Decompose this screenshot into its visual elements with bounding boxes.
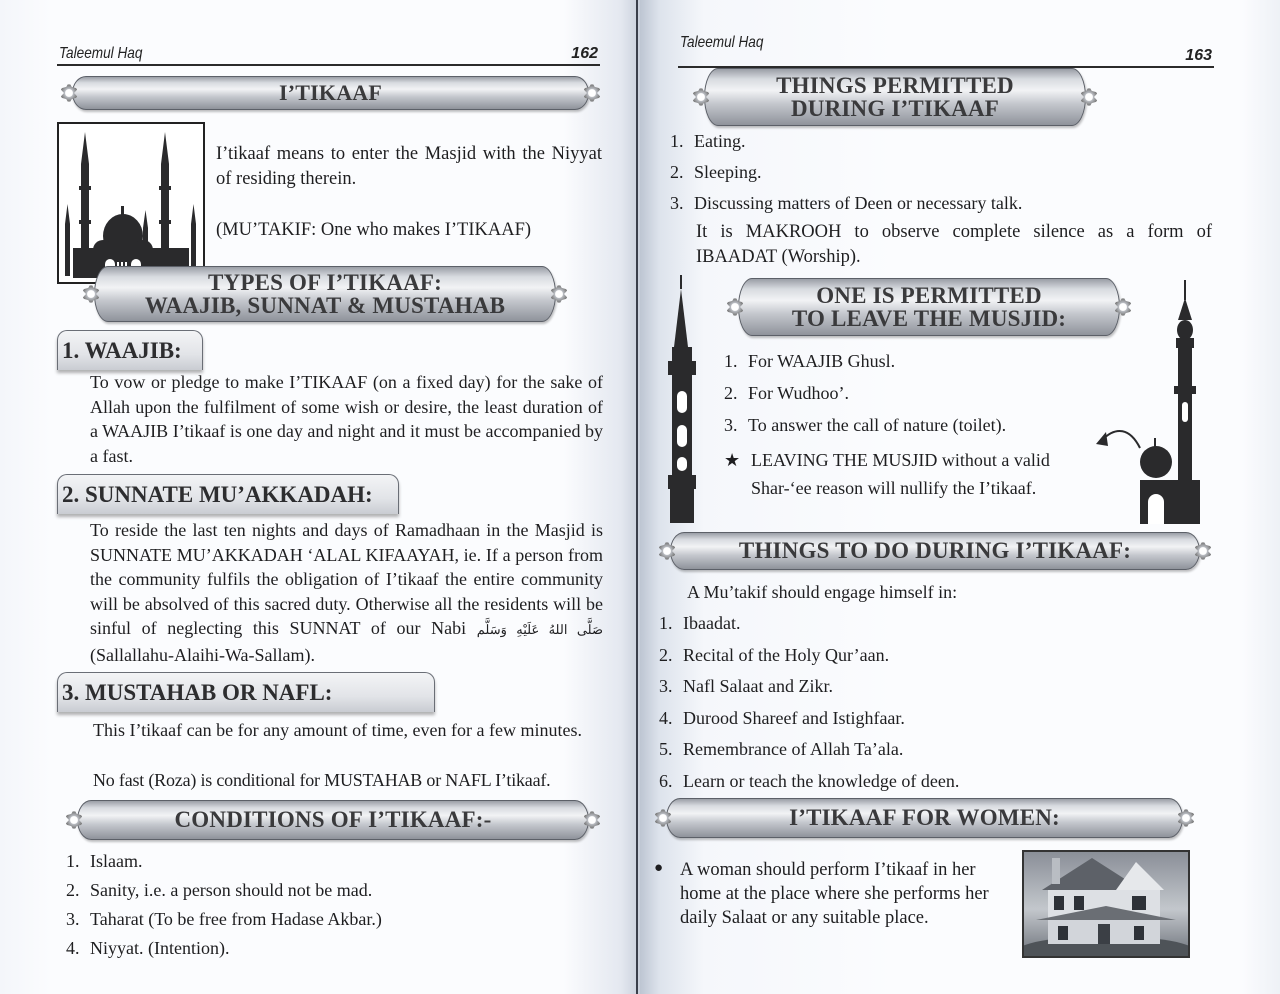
- heading-sunnate: [57, 474, 399, 514]
- leave-reasons-list: [724, 345, 1006, 441]
- book-spine: [636, 0, 638, 994]
- list-item: 1. For WAAJIB Ghusl.: [724, 351, 896, 371]
- heading-waajib: [57, 330, 203, 370]
- banner-todo: [656, 532, 1214, 570]
- permitted-list: [670, 126, 1022, 219]
- salutation-arabic: صَلَّى اللهُ عَلَيْهِ وَسَلَّم: [476, 622, 603, 637]
- warning-note: [724, 446, 1104, 502]
- banner-title-line1: THINGS PERMITTED: [776, 72, 1014, 98]
- list-item: 2. For Wudhoo’.: [724, 383, 849, 403]
- list-item: 2. Sleeping.: [670, 162, 762, 182]
- banner-title-line2: WAAJIB, SUNNAT & MUSTAHAB: [144, 293, 506, 318]
- banner-women: [652, 798, 1197, 838]
- women-body: A woman should perform I’tikaaf in her home at the place where she performs her daily Salaat or any suitable place.: [680, 860, 989, 928]
- banner-title: I’TIKAAF: [278, 79, 383, 105]
- list-item: 3. Taharat (To be free from Hadase Akbar.): [66, 909, 382, 929]
- mosque-minaret-icon: [1094, 280, 1214, 524]
- list-item: 2. Sanity, i.e. a person should not be mad.: [66, 880, 373, 900]
- banner-title-line1: ONE IS PERMITTED: [816, 282, 1042, 308]
- warning-line2: Shar-‘ee reason will nullify the I’tikaaf.: [751, 478, 1037, 498]
- list-item: 3. Discussing matters of Deen or necessary talk.: [670, 193, 1023, 213]
- page-number: 162: [571, 45, 598, 62]
- right-page: [640, 0, 1280, 994]
- list-item: 1. Islaam.: [66, 851, 143, 871]
- banner-leave: [724, 278, 1134, 336]
- todo-intro: A Mu’takif should engage himself in:: [687, 582, 958, 602]
- sunnate-salutation: (Sallallahu-Alaihi-Wa-Sallam).: [90, 644, 315, 665]
- banner-title: I’TIKAAF FOR WOMEN:: [789, 805, 1060, 831]
- banner-title: CONDITIONS OF I’TIKAAF:-: [174, 807, 492, 833]
- heading-text: 3. MUSTAHAB OR NAFL:: [62, 679, 333, 705]
- running-head: [678, 34, 1214, 68]
- banner-conditions: [63, 800, 603, 840]
- sunnate-body: To reside the last ten nights and days of Ramadhaan in the Masjid is SUNNATE MU’AKKADAH ‘ALAL KIFAAYAH, ie. If a person from the community fulfils the obligation of I’tikaaf the entire community will be absolved of this sacred duty. Otherwise all the residents will be sinful of neglecting this SUNNAT of our: [90, 520, 603, 638]
- heading-text: 2. SUNNATE MU’AKKADAH:: [62, 481, 373, 507]
- mustahab-text-2: No fast (Roza) is conditional for MUSTAHAB or NAFL I’tikaaf.: [93, 770, 551, 790]
- makrooh-note: It is MAKROOH to observe complete silence as a form of IBAADAT (Worship).: [696, 222, 1212, 267]
- list-item: 2. Recital of the Holy Qur’aan.: [659, 644, 890, 665]
- book-title: Taleemul Haq: [59, 45, 143, 62]
- women-text: [654, 858, 1014, 930]
- sunnate-nabi: Nabi: [431, 618, 467, 638]
- book-title: Taleemul Haq: [680, 34, 764, 51]
- warning-line1: LEAVING THE MUSJID without a valid: [751, 450, 1050, 470]
- banner-types: [80, 266, 570, 322]
- sunnate-text: [90, 518, 603, 667]
- banner-title-line2: TO LEAVE THE MUSJID:: [791, 306, 1067, 331]
- banner-itikaaf: [58, 76, 603, 110]
- list-item: 3. To answer the call of nature (toilet).: [724, 415, 1007, 435]
- mustahab-text-1: This I’tikaaf can be for any amount of time, even for a few minutes.: [93, 720, 582, 740]
- banner-permitted: [690, 68, 1100, 126]
- star-icon: ★: [724, 450, 741, 470]
- list-item: 5. Remembrance of Allah Ta’ala.: [659, 739, 904, 760]
- bullet-icon: ●: [654, 860, 664, 876]
- conditions-list: [66, 847, 382, 963]
- mosque-icon: [59, 124, 203, 282]
- waajib-text: To vow or pledge to make I’TIKAAF (on a fixed day) for the sake of Allah upon the fulfilment of some wish or desire, the least duration of a WAAJIB I’tikaaf is one day and night and it must be accompanied by a fast.: [90, 372, 603, 466]
- list-item: 3. Nafl Salaat and Zikr.: [659, 676, 833, 697]
- mutakif-note: (MU’TAKIF: One who makes I’TIKAAF): [216, 220, 532, 240]
- mosque-illustration: [57, 122, 205, 284]
- minaret-icon: [664, 275, 700, 525]
- heading-text: 1. WAAJIB:: [62, 337, 182, 363]
- intro-text: I’tikaaf means to enter the Masjid with the Niyyat of residing therein.: [216, 144, 602, 189]
- list-item: 4. Durood Shareef and Istighfaar.: [659, 707, 905, 728]
- banner-title: THINGS TO DO DURING I’TIKAAF:: [738, 538, 1132, 564]
- page-number: 163: [1185, 47, 1212, 64]
- list-item: 4. Niyyat. (Intention).: [66, 938, 230, 958]
- banner-title-line1: TYPES OF I’TIKAAF:: [207, 269, 443, 295]
- banner-title-line2: DURING I’TIKAAF: [790, 96, 1000, 121]
- list-item: 1. Ibaadat.: [659, 613, 741, 633]
- list-item: 1. Eating.: [670, 131, 746, 151]
- running-head: [57, 44, 600, 66]
- todo-list: [659, 608, 959, 798]
- list-item: 6. Learn or teach the knowledge of deen.: [659, 770, 960, 791]
- house-illustration: [1022, 850, 1190, 958]
- heading-mustahab: [57, 672, 435, 712]
- house-icon: [1024, 852, 1188, 956]
